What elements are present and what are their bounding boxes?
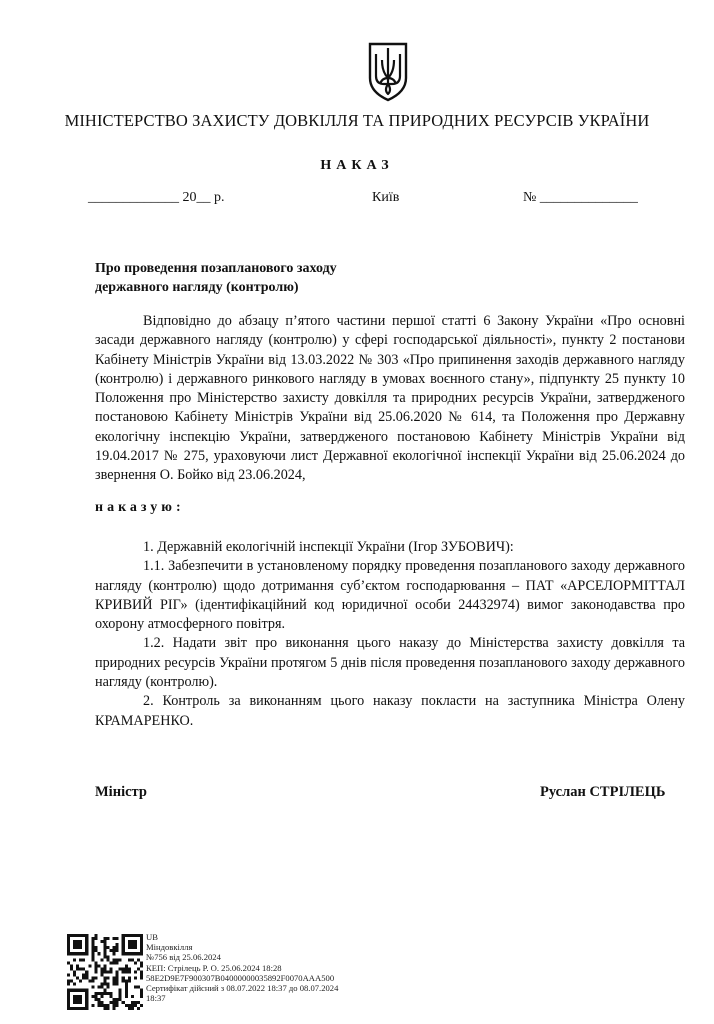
ministry-name: МІНІСТЕРСТВО ЗАХИСТУ ДОВКІЛЛЯ ТА ПРИРОДНИХ РЕСУРСІВ УКРАЇНИ — [64, 111, 650, 130]
item-1-2: 1.2. Надати звіт про виконання цього наказу до Міністерства захисту довкілля та природних ресурсів України протягом 5 днів після проведення позапланового заходу державного нагляду (контролю). — [95, 635, 685, 691]
stamp-line: 58E2D9E7F900307B04000000035892F0070AAA500 — [146, 972, 335, 983]
item-1: 1. Державній екологічній інспекції України (Ігор ЗУБОВИЧ): — [143, 539, 514, 555]
city: Київ — [372, 190, 400, 205]
item-2: 2. Контроль за виконанням цього наказу покласти на заступника Міністра Олену КРАМАРЕНКО. — [95, 693, 685, 729]
stamp-line: UB — [146, 932, 158, 942]
document-type: НАКАЗ — [320, 158, 394, 173]
intro-paragraph — [95, 312, 685, 486]
signatory-name: Руслан СТРІЛЕЦЬ — [540, 784, 666, 800]
ukraine-coat-of-arms-icon — [366, 38, 410, 102]
order-items — [95, 538, 685, 731]
signatory-position: Міністр — [95, 784, 147, 800]
item-1-1: 1.1. Забезпечити в установленому порядку проведення позапланового заходу державного нагляду (контролю) щодо дотримання суб’єктом господарювання – ПАТ «АРСЕЛОРМІТТАЛ КРИВИЙ РІГ» (ідентифікаційний код юридичної особи 24432974) вимог законодавства про охорону атмосферного повітря. — [95, 558, 685, 633]
subject-line-2: державного нагляду (контролю) — [95, 280, 299, 295]
subject-heading — [95, 259, 415, 297]
date-field: _____________ 20__ р. — [88, 190, 225, 205]
intro-text: Відповідно до абзацу п’ятого частини першої статті 6 Закону України «Про основні засади державного нагляду (контролю) у сфері господарської діяльності», пункту 2 постанови Кабінету Міністрів України від 13.03.2022 № 303 «Про припинення заходів державного нагляду (контролю) і державного ринкового нагляду в умовах воєнного стану», підпункту 25 пункту 10 Положення про Міністерство захисту довкілля та природних ресурсів України, затвердженого постановою Кабінету Міністрів України від 25.06.2020 № 614, та Положення про Державну екологічну інспекцію України, затвердженого постановою Кабінету Міністрів України від 19.04.2017 № 275, ураховуючи лист Державної екологічної інспекції України від 25.06.2024 до звернення О. Бойко від 23.06.2024, — [95, 313, 685, 484]
number-field: № ______________ — [523, 190, 638, 205]
subject-line-1: Про проведення позапланового заходу — [95, 261, 337, 276]
stamp-line: Сертифікат дійсний з 08.07.2022 18:37 до 08.07.2024 — [146, 983, 339, 994]
qr-code-icon — [67, 934, 143, 1010]
decree-word: наказую: — [95, 500, 185, 515]
digital-signature-stamp — [146, 932, 406, 1003]
stamp-line: 18:37 — [146, 993, 166, 1004]
stamp-line: №756 від 25.06.2024 — [146, 952, 221, 963]
stamp-line: КЕП: Стрілець Р. О. 25.06.2024 18:28 — [146, 962, 282, 973]
stamp-line: Міндовкілля — [146, 942, 193, 953]
